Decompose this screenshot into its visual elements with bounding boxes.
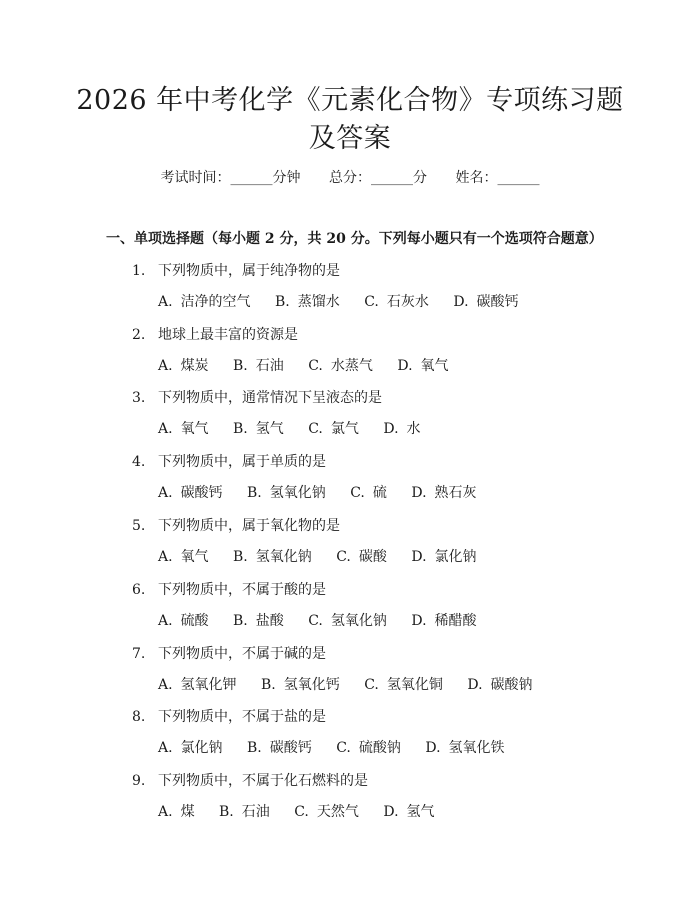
option-text: 石灰水	[386, 294, 429, 310]
option	[158, 677, 237, 693]
question-text: 下列物质中，不属于酸的是	[158, 582, 326, 598]
option	[350, 485, 387, 501]
option-letter: C.	[308, 358, 323, 374]
option-letter: C.	[308, 421, 323, 437]
option-letter: D.	[411, 485, 427, 501]
question-number: 8.	[132, 709, 146, 725]
option-list	[158, 738, 525, 758]
option	[336, 740, 401, 756]
option-text: 氧气	[180, 421, 209, 437]
option	[383, 804, 434, 820]
option-text: 石油	[255, 358, 284, 374]
question	[132, 325, 298, 345]
option-list	[158, 419, 441, 439]
option-text: 氢氧化铁	[448, 740, 505, 756]
option-text: 氢氧化钾	[180, 677, 237, 693]
section-heading: 一、单项选择题（每小题 2 分，共 20 分。下列每小题只有一个选项符合题意）	[106, 231, 603, 247]
question	[132, 580, 326, 600]
question-text: 下列物质中，属于单质的是	[158, 454, 326, 470]
option	[158, 549, 209, 565]
option-text: 氯化钠	[434, 549, 477, 565]
option-letter: B.	[233, 358, 248, 374]
question-text: 下列物质中，不属于盐的是	[158, 709, 326, 725]
option-text: 氢氧化钠	[330, 613, 387, 629]
option-letter: C.	[336, 740, 351, 756]
option	[233, 421, 284, 437]
option	[219, 804, 270, 820]
question-text: 下列物质中，通常情况下呈液态的是	[158, 390, 382, 406]
option-text: 洁净的空气	[180, 294, 251, 310]
question-number: 9.	[132, 773, 146, 789]
option	[233, 358, 284, 374]
option-letter: C.	[308, 613, 323, 629]
exam-meta	[0, 168, 700, 188]
option-text: 硫	[372, 485, 387, 501]
option-letter: D.	[383, 804, 399, 820]
question-number: 4.	[132, 454, 146, 470]
question-number: 2.	[132, 327, 146, 343]
option-letter: C.	[336, 549, 351, 565]
option-letter: D.	[453, 294, 469, 310]
question	[132, 516, 340, 536]
question	[132, 452, 326, 472]
option	[294, 804, 359, 820]
option	[158, 358, 209, 374]
option-letter: B.	[219, 804, 234, 820]
option-letter: D.	[425, 740, 441, 756]
option-text: 蒸馏水	[297, 294, 340, 310]
option-list	[158, 802, 455, 822]
question	[132, 707, 326, 727]
option-list	[158, 547, 497, 567]
option	[467, 677, 532, 693]
option-letter: A.	[158, 358, 173, 374]
option-letter: A.	[158, 677, 173, 693]
option-text: 碳酸钙	[180, 485, 223, 501]
option-list	[158, 483, 497, 503]
option	[425, 740, 504, 756]
option-list	[158, 292, 539, 312]
option-text: 氧气	[180, 549, 209, 565]
option-letter: C.	[294, 804, 309, 820]
option-text: 氯化钠	[180, 740, 223, 756]
option	[383, 421, 420, 437]
option	[158, 294, 251, 310]
option	[261, 677, 340, 693]
question-text: 下列物质中，属于纯净物的是	[158, 263, 340, 279]
exam-time: 考试时间：______分钟	[160, 170, 301, 186]
exam-total-score: 总分：______分	[329, 170, 427, 186]
option-text: 水蒸气	[330, 358, 373, 374]
option-text: 熟石灰	[434, 485, 477, 501]
option	[453, 294, 518, 310]
option-list	[158, 611, 497, 631]
question-text: 下列物质中，不属于碱的是	[158, 646, 326, 662]
option	[158, 421, 209, 437]
question-number: 6.	[132, 582, 146, 598]
option	[247, 740, 312, 756]
option-text: 盐酸	[255, 613, 284, 629]
option	[247, 485, 326, 501]
option	[275, 294, 340, 310]
option-letter: D.	[467, 677, 483, 693]
option-text: 煤炭	[180, 358, 209, 374]
option-text: 碳酸钠	[490, 677, 533, 693]
option-letter: A.	[158, 421, 173, 437]
option-text: 氢氧化钠	[255, 549, 312, 565]
question-number: 3.	[132, 390, 146, 406]
option-letter: A.	[158, 804, 173, 820]
option-letter: B.	[247, 485, 262, 501]
question-number: 7.	[132, 646, 146, 662]
question	[132, 388, 382, 408]
option-text: 硫酸	[180, 613, 209, 629]
option-letter: B.	[247, 740, 262, 756]
option-text: 氢气	[255, 421, 284, 437]
option-letter: D.	[411, 549, 427, 565]
option-letter: D.	[411, 613, 427, 629]
question-text: 下列物质中，属于氧化物的是	[158, 518, 340, 534]
option	[364, 294, 429, 310]
option-text: 硫酸钠	[358, 740, 401, 756]
option	[233, 613, 284, 629]
option-letter: D.	[383, 421, 399, 437]
question-number: 1.	[132, 263, 146, 279]
option-letter: D.	[397, 358, 413, 374]
document-title-line1: 2026 年中考化学《元素化合物》专项练习题	[76, 85, 624, 116]
option-letter: A.	[158, 294, 173, 310]
option-text: 天然气	[316, 804, 359, 820]
option	[308, 421, 359, 437]
option	[158, 804, 195, 820]
option	[158, 740, 223, 756]
question-text: 地球上最丰富的资源是	[158, 327, 298, 343]
option-text: 碳酸钙	[269, 740, 312, 756]
option-list	[158, 356, 469, 376]
question-text: 下列物质中，不属于化石燃料的是	[158, 773, 368, 789]
option-letter: A.	[158, 485, 173, 501]
option	[411, 549, 476, 565]
option-text: 煤	[180, 804, 195, 820]
option	[411, 613, 476, 629]
option	[158, 485, 223, 501]
option	[336, 549, 387, 565]
option-text: 石油	[241, 804, 270, 820]
option-text: 水	[406, 421, 421, 437]
option-text: 氧气	[420, 358, 449, 374]
option-letter: A.	[158, 740, 173, 756]
option-text: 碳酸	[358, 549, 387, 565]
question-number: 5.	[132, 518, 146, 534]
option-text: 氢氧化钠	[269, 485, 326, 501]
option	[308, 358, 373, 374]
option-letter: B.	[233, 421, 248, 437]
option-text: 氢氧化钙	[283, 677, 340, 693]
option-list	[158, 675, 553, 695]
option-text: 氢氧化铜	[386, 677, 443, 693]
option-letter: A.	[158, 613, 173, 629]
option-text: 碳酸钙	[476, 294, 519, 310]
option-letter: C.	[350, 485, 365, 501]
option-letter: B.	[275, 294, 290, 310]
question	[132, 261, 340, 281]
question	[132, 771, 368, 791]
option-letter: A.	[158, 549, 173, 565]
option-letter: B.	[233, 613, 248, 629]
option	[411, 485, 476, 501]
option-text: 稀醋酸	[434, 613, 477, 629]
option	[233, 549, 312, 565]
document-title-line2: 及答案	[308, 123, 392, 154]
option	[308, 613, 387, 629]
option-letter: C.	[364, 294, 379, 310]
option	[397, 358, 448, 374]
option-letter: B.	[261, 677, 276, 693]
option-letter: C.	[364, 677, 379, 693]
option-letter: B.	[233, 549, 248, 565]
option	[364, 677, 443, 693]
option-text: 氯气	[330, 421, 359, 437]
option	[158, 613, 209, 629]
question	[132, 644, 326, 664]
exam-student-name: 姓名：______	[455, 170, 540, 186]
option-text: 氢气	[406, 804, 435, 820]
